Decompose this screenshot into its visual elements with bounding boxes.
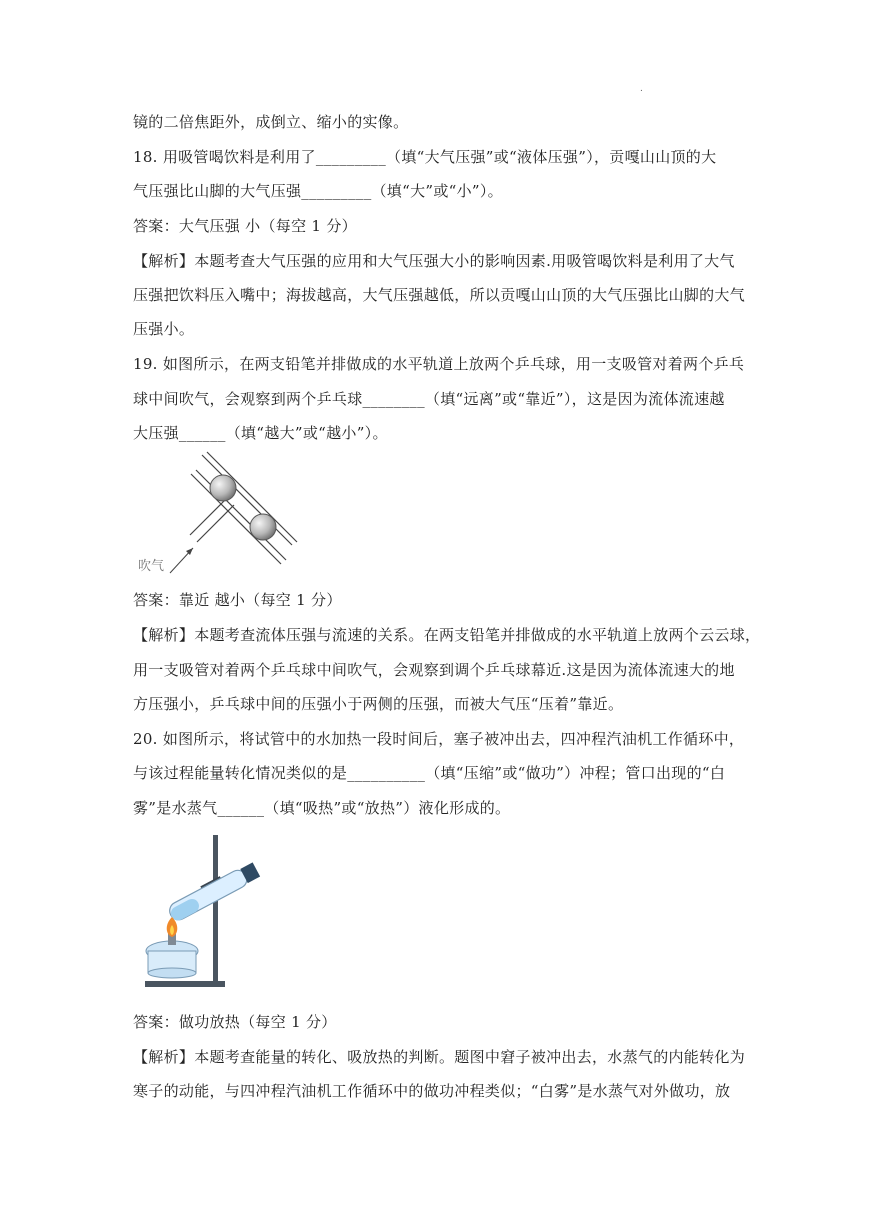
analysis-18-line-3: 压强小。 bbox=[133, 320, 195, 338]
question-20-line-1: 20. 如图所示，将试管中的水加热一段时间后，塞子被冲出去，四冲程汽油机工作循环中， bbox=[133, 730, 745, 748]
question-19-line-3: 大压强______（填“越大”或“越小”）。 bbox=[133, 424, 388, 442]
analysis-18-line-2: 压强把饮料压入嘴中；海拔越高，大气压强越低，所以贡嘎山山顶的大气压强比山脚的大气 bbox=[133, 286, 746, 304]
question-20-line-2: 与该过程能量转化情况类似的是__________（填“压缩”或“做功”）冲程；管口出现的“白 bbox=[133, 764, 726, 782]
pingpong-ball-1 bbox=[210, 475, 236, 501]
header-mark: . bbox=[640, 84, 643, 94]
analysis-19-line-1: 【解析】本题考查流体压强与流速的关系。在两支铅笔并排做成的水平轨道上放两个云云球， bbox=[133, 626, 761, 644]
pingpong-ball-2 bbox=[250, 514, 276, 540]
question-18-line-1: 18. 用吸管喝饮料是利用了_________（填“大气压强”或“液体压强”），贡嘎山山顶的大 bbox=[133, 148, 717, 166]
stand-rod bbox=[213, 835, 218, 983]
analysis-20-line-1: 【解析】本题考查能量的转化、吸放热的判断。题图中窘子被冲出去，水蒸气的内能转化为 bbox=[133, 1048, 746, 1066]
analysis-19-line-2: 用一支吸管对着两个乒乓球中间吹气，会观察到调个乒乓球幕近.这是因为流体流速大的地 bbox=[133, 661, 735, 679]
figure-20-test-tube-apparatus bbox=[140, 833, 280, 993]
question-18-line-2: 气压强比山脚的大气压强_________（填“大”或“小”）。 bbox=[133, 182, 503, 200]
answer-20: 答案：做功放热（每空 1 分） bbox=[133, 1013, 337, 1031]
question-20-line-3: 雾”是水蒸气______（填“吸热”或“放热”）液化形成的。 bbox=[133, 799, 511, 817]
question-19-line-2: 球中间吹气，会观察到两个乒乓球________（填“远离”或“靠近”），这是因为流体流速越 bbox=[133, 390, 725, 408]
question-19-line-1: 19. 如图所示，在两支铅笔并排做成的水平轨道上放两个乒乓球，用一支吸管对着两个乒乓 bbox=[133, 355, 745, 373]
analysis-20-line-2: 寒子的动能，与四冲程汽油机工作循环中的做功冲程类似；“白雾”是水蒸气对外做功，放 bbox=[133, 1082, 731, 1100]
answer-18: 答案：大气压强 小（每空 1 分） bbox=[133, 217, 357, 235]
answer-19: 答案：靠近 越小（每空 1 分） bbox=[133, 591, 342, 609]
blow-label: 吹气 bbox=[138, 559, 165, 574]
analysis-18-line-1: 【解析】本题考查大气压强的应用和大气压强大小的影响因素.用吸管喝饮料是利用了大气 bbox=[133, 252, 735, 270]
figure-19-pingpong-rails bbox=[130, 450, 310, 580]
text-line: 镜的二倍焦距外，成倒立、缩小的实像。 bbox=[133, 113, 409, 131]
analysis-19-line-3: 方压强小，乒乓球中间的压强小于两侧的压强，而被大气压“压着”靠近。 bbox=[133, 695, 624, 713]
